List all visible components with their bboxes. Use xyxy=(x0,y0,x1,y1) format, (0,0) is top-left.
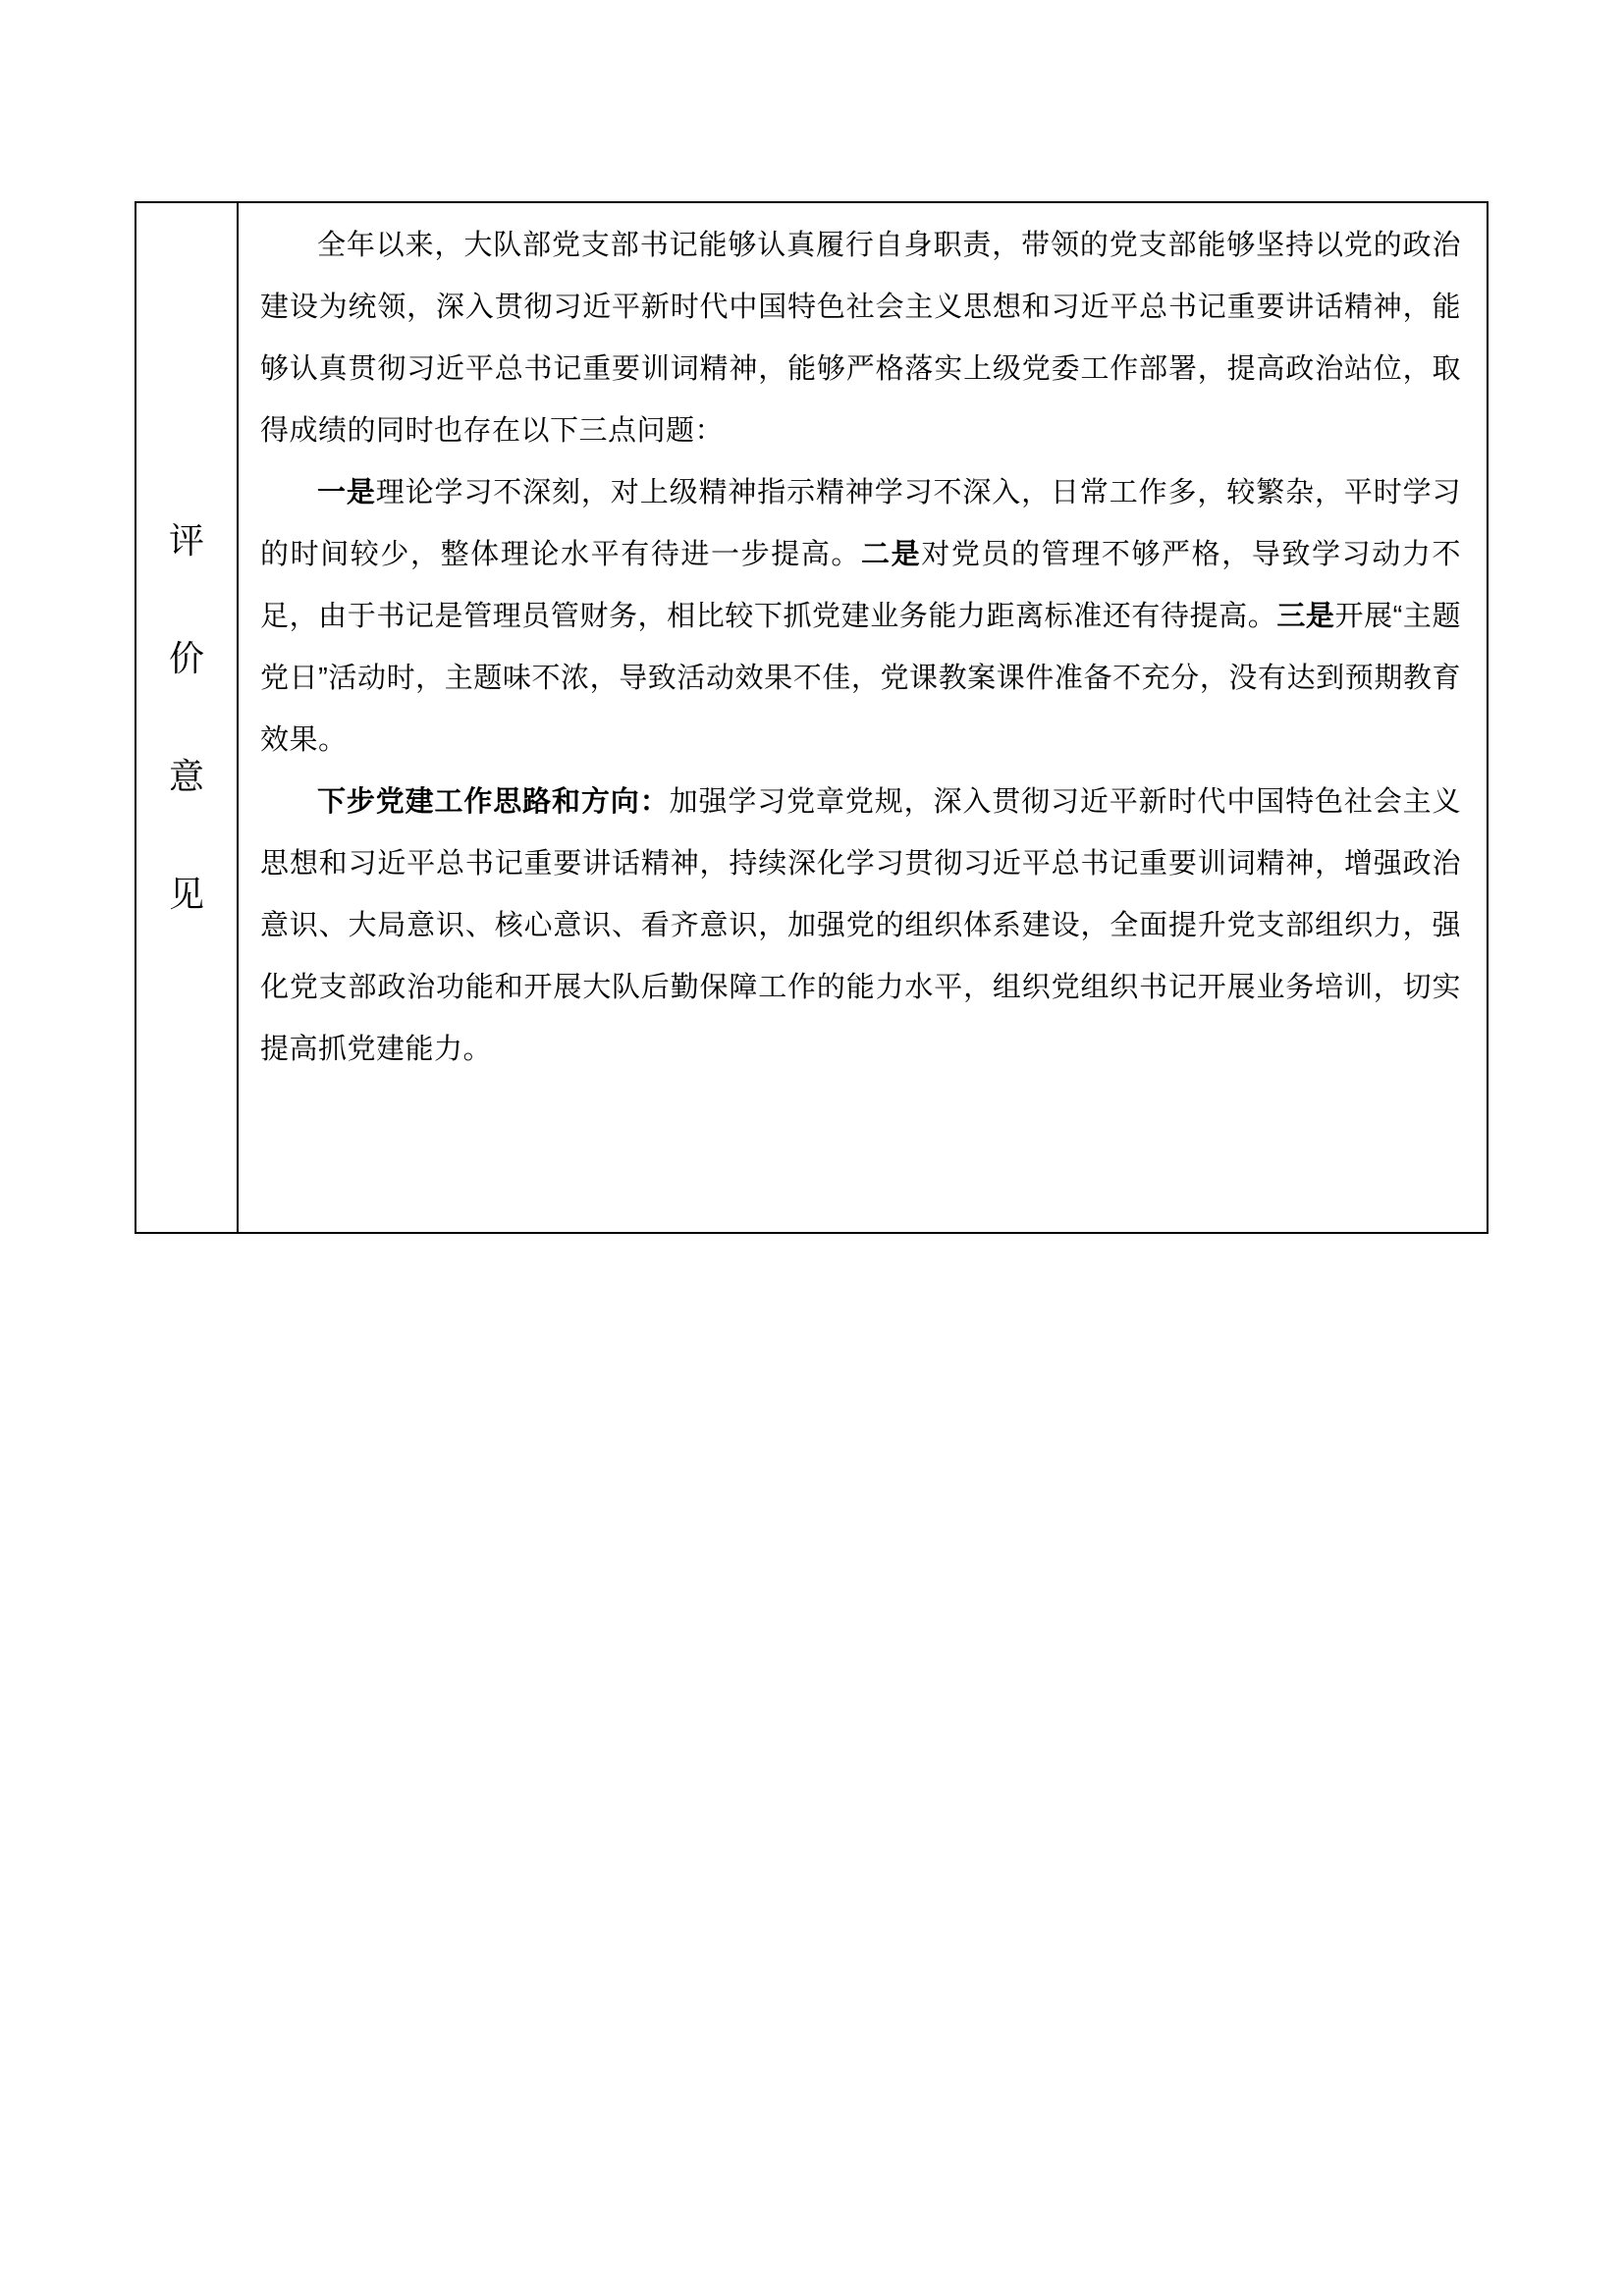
text-run: 全年以来，大队部党支部书记能够认真履行自身职责，带领的党支部能够坚持以党的政治建设为统领，深入贯彻习近平新时代中国特色社会主义思想和习近平总书记重要讲话精神，能够认真贯彻习近平总书记重要训词精神，能够严格落实上级党委工作部署，提高政治站位，取得成绩的同时也存在以下三点问题： xyxy=(260,230,1461,447)
label-char: 评 xyxy=(168,520,204,561)
paragraph xyxy=(260,215,1461,462)
paragraphs-container xyxy=(260,215,1461,1081)
label-cell xyxy=(135,202,238,1233)
paragraph xyxy=(260,462,1461,772)
evaluation-table xyxy=(135,201,1489,1234)
bold-text-run: 三是 xyxy=(1276,601,1335,632)
content-cell xyxy=(238,202,1488,1233)
bold-text-run: 下步党建工作思路和方向： xyxy=(317,786,670,818)
paragraph xyxy=(260,772,1461,1081)
label-char: 见 xyxy=(168,874,204,914)
label-char: 意 xyxy=(168,756,204,796)
table-row xyxy=(135,202,1488,1233)
text-run: 理论学习不深刻，对上级精神指示精神学习不深入，日常工作多，较繁杂，平时学习的时间较少，整体理论水平有待进一步提高。 xyxy=(260,477,1461,570)
text-run: 开展“主题党日”活动时，主题味不浓，导致活动效果不佳，党课教案课件准备不充分，没有达到预期教育效果。 xyxy=(260,601,1461,756)
label-char: 价 xyxy=(168,638,204,678)
text-run: 加强学习党章党规，深入贯彻习近平新时代中国特色社会主义思想和习近平总书记重要讲话精神，持续深化学习贯彻习近平总书记重要训词精神，增强政治意识、大局意识、核心意识、看齐意识，加强党的组织体系建设，全面提升党支部组织力，强化党支部政治功能和开展大队后勤保障工作的能力水平，组织党组织书记开展业务培训，切实提高抓党建能力。 xyxy=(260,786,1461,1065)
bold-text-run: 二是 xyxy=(861,539,922,570)
bold-text-run: 一是 xyxy=(317,477,376,508)
text-run: 对党员的管理不够严格，导致学习动力不足，由于书记是管理员管财务，相比较下抓党建业务能力距离标准还有待提高。 xyxy=(260,539,1461,632)
label-vertical-stack xyxy=(136,520,237,914)
